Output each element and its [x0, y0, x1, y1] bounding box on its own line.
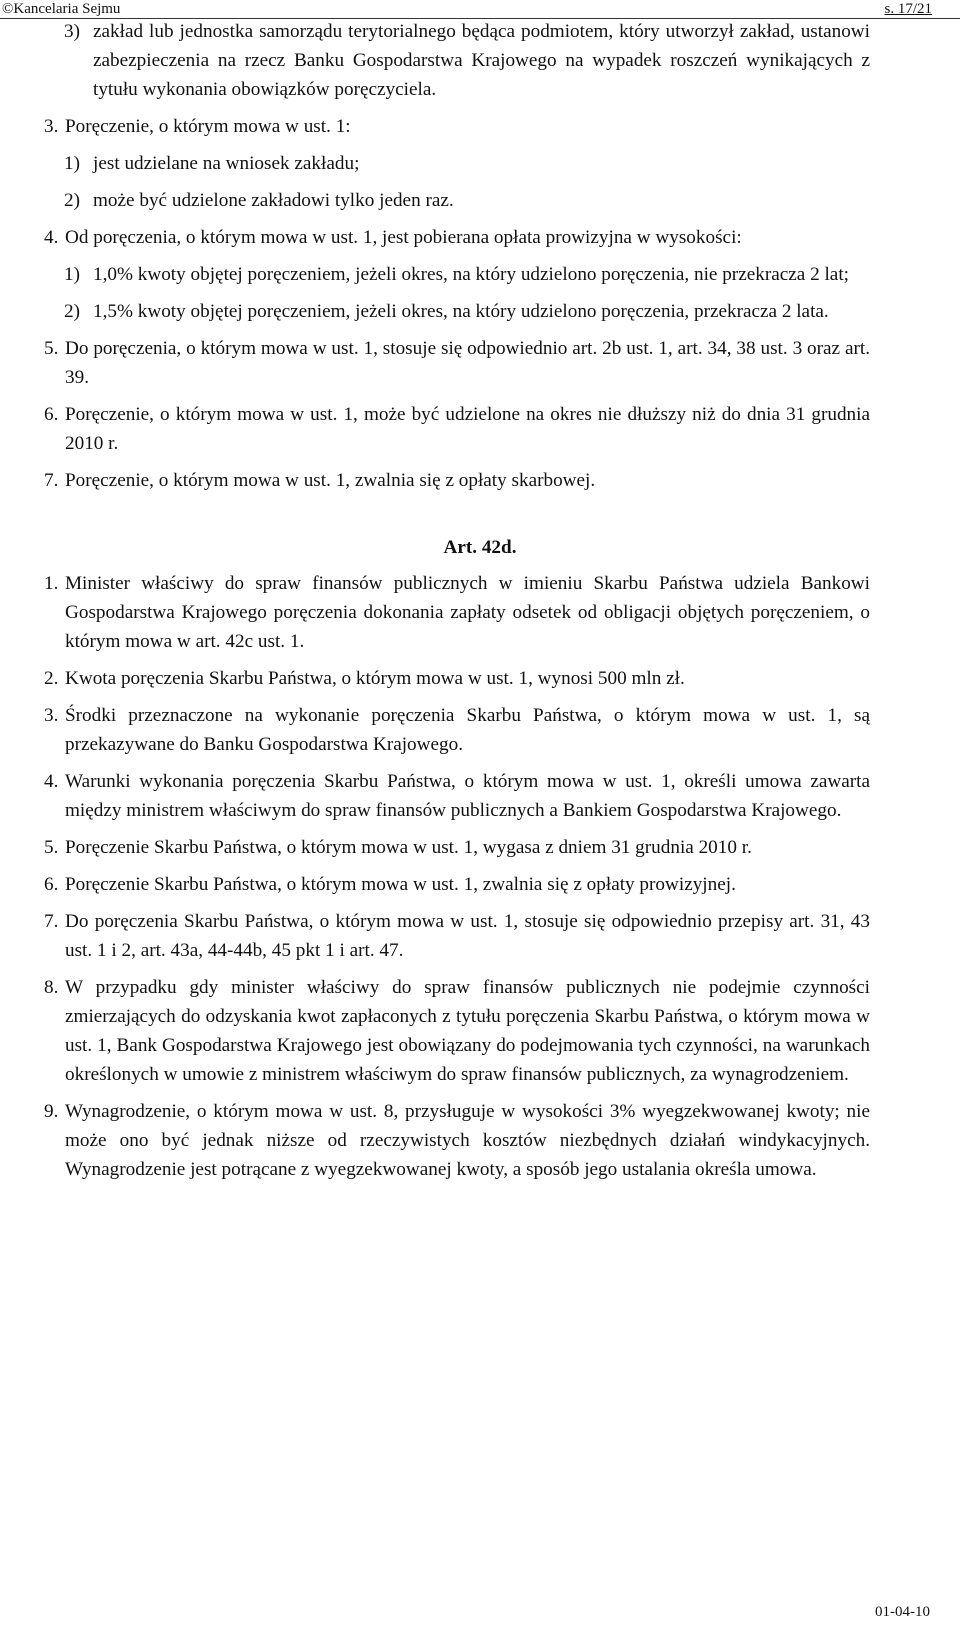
- paragraph-ust-3: [0, 112, 960, 141]
- paragraph-text: Wynagrodzenie, o którym mowa w ust. 8, przysługuje w wysokości 3% wyegzekwowanej kwoty; nie może ono być jednak niższe od rzeczywistych kosztów niezbędnych działań windykacyjnych. Wynagrodzenie jest potrącane z wyegzekwowanej kwoty, a sposób jego ustalania określa umowa.: [65, 1101, 870, 1180]
- article-paragraph: [0, 701, 960, 759]
- paragraph-text: Poręczenie, o którym mowa w ust. 1, zwalnia się z opłaty skarbowej.: [65, 470, 596, 491]
- item-number: 1): [64, 153, 80, 174]
- article-paragraph: [0, 907, 960, 965]
- paragraph-text: Do poręczenia Skarbu Państwa, o którym mowa w ust. 1, stosuje się odpowiednio przepisy art. 31, 43 ust. 1 i 2, art. 43a, 44-44b, 45 pkt 1 i art. 47.: [65, 911, 870, 961]
- article-paragraph: [0, 569, 960, 656]
- item-text: jest udzielane na wniosek zakładu;: [93, 153, 360, 174]
- list-item: [0, 186, 960, 215]
- paragraph-number: 2.: [44, 668, 59, 689]
- article-paragraph: [0, 1097, 960, 1184]
- paragraph-number: 5.: [44, 837, 59, 858]
- paragraph-text: Środki przeznaczone na wykonanie poręczenia Skarbu Państwa, o którym mowa w ust. 1, są przekazywane do Banku Gospodarstwa Krajowego.: [65, 705, 870, 755]
- paragraph-text: Minister właściwy do spraw finansów publicznych w imieniu Skarbu Państwa udziela Bankowi Gospodarstwa Krajowego poręczenia dokonania zapłaty odsetek od obligacji objętych poręczeniem, o którym mowa w art. 42c ust. 1.: [65, 573, 870, 652]
- paragraph-number: 6.: [44, 874, 59, 895]
- header-source: ©Kancelaria Sejmu: [2, 1, 121, 17]
- paragraph-text: Od poręczenia, o którym mowa w ust. 1, jest pobierana opłata prowizyjna w wysokości:: [65, 227, 742, 248]
- paragraph-number: 8.: [44, 977, 59, 998]
- paragraph-ust-5: [0, 334, 960, 392]
- item-text: może być udzielone zakładowi tylko jeden raz.: [93, 190, 454, 211]
- paragraph-text: Do poręczenia, o którym mowa w ust. 1, stosuje się odpowiednio art. 2b ust. 1, art. 34, 38 ust. 3 oraz art. 39.: [65, 338, 870, 388]
- paragraph-number: 1.: [44, 573, 59, 594]
- list-item: [0, 149, 960, 178]
- page-footer-date: 01-04-10: [875, 1604, 930, 1620]
- article-paragraph: [0, 767, 960, 825]
- item-number: 1): [64, 264, 80, 285]
- document-body: [0, 17, 960, 1192]
- article-paragraph: [0, 973, 960, 1089]
- paragraph-number: 3.: [44, 116, 59, 137]
- header-page-number: s. 17/21: [884, 1, 932, 17]
- list-item: [0, 17, 960, 104]
- paragraph-text: Kwota poręczenia Skarbu Państwa, o którym mowa w ust. 1, wynosi 500 mln zł.: [65, 668, 685, 689]
- paragraph-ust-7: [0, 466, 960, 495]
- paragraph-text: Poręczenie Skarbu Państwa, o którym mowa w ust. 1, zwalnia się z opłaty prowizyjnej.: [65, 874, 736, 895]
- paragraph-number: 6.: [44, 404, 59, 425]
- paragraph-ust-4: [0, 223, 960, 252]
- paragraph-number: 7.: [44, 470, 59, 491]
- paragraph-number: 5.: [44, 338, 59, 359]
- item-number: 2): [64, 190, 80, 211]
- article-paragraph: [0, 833, 960, 862]
- item-number: 3): [64, 21, 80, 42]
- paragraph-number: 4.: [44, 227, 59, 248]
- article-paragraph: [0, 870, 960, 899]
- paragraph-text: W przypadku gdy minister właściwy do spraw finansów publicznych nie podejmie czynności zmierzających do odzyskania kwot zapłaconych z tytułu poręczenia Skarbu Państwa, o którym mowa w ust. 1, Bank Gospodarstwa Krajowego jest obowiązany do podejmowania tych czynności, na warunkach określonych w umowie z ministrem właściwym do spraw finansów publicznych, za wynagrodzeniem.: [65, 977, 870, 1085]
- paragraph-text: Poręczenie, o którym mowa w ust. 1:: [65, 116, 351, 137]
- paragraph-text: Poręczenie, o którym mowa w ust. 1, może być udzielone na okres nie dłuższy niż do dnia 31 grudnia 2010 r.: [65, 404, 870, 454]
- item-text: zakład lub jednostka samorządu terytorialnego będąca podmiotem, który utworzył zakład, ustanowi zabezpieczenia na rzecz Banku Gospodarstwa Krajowego na wypadek roszczeń wynikających z tytułu wykonania obowiązków poręczyciela.: [93, 21, 870, 100]
- article-paragraph: [0, 664, 960, 693]
- article-title: Art. 42d.: [443, 537, 517, 558]
- paragraph-ust-6: [0, 400, 960, 458]
- paragraph-text: Warunki wykonania poręczenia Skarbu Państwa, o którym mowa w ust. 1, określi umowa zawarta między ministrem właściwym do spraw finansów publicznych a Bankiem Gospodarstwa Krajowego.: [65, 771, 870, 821]
- list-item: [0, 297, 960, 326]
- item-text: 1,0% kwoty objętej poręczeniem, jeżeli okres, na który udzielono poręczenia, nie przekracza 2 lat;: [93, 264, 849, 285]
- list-item: [0, 260, 960, 289]
- item-text: 1,5% kwoty objętej poręczeniem, jeżeli okres, na który udzielono poręczenia, przekracza 2 lata.: [93, 301, 829, 322]
- paragraph-number: 9.: [44, 1101, 59, 1122]
- paragraph-number: 7.: [44, 911, 59, 932]
- paragraph-text: Poręczenie Skarbu Państwa, o którym mowa w ust. 1, wygasa z dniem 31 grudnia 2010 r.: [65, 837, 752, 858]
- paragraph-number: 4.: [44, 771, 59, 792]
- paragraph-number: 3.: [44, 705, 59, 726]
- item-number: 2): [64, 301, 80, 322]
